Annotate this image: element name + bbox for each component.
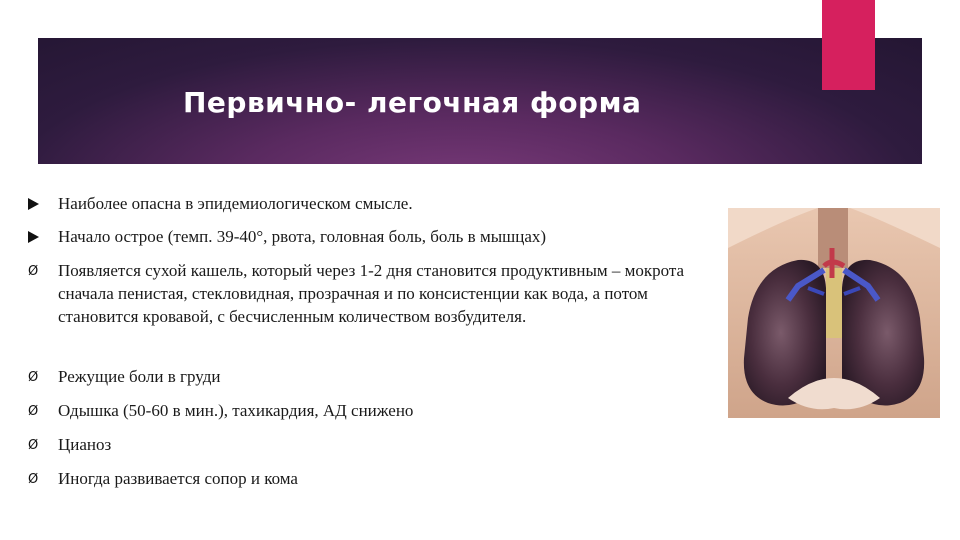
bullet-text: Цианоз [58,435,112,454]
bullet-item [28,259,718,328]
bullet-text: Появляется сухой кашель, который через 1-2 дня становится продуктивным – мокрота сначала пенистая, стекловидная, прозрачная и по консистенции как вода, а потом становится кровавой, с бесчисленным количеством возбудителя. [58,261,685,326]
bullet-item [28,399,718,422]
slide-title: Первично- легочная форма [183,86,642,119]
triangle-bullet-icon [28,192,58,210]
triangle-bullet-icon [28,225,58,243]
chevron-bullet-icon: Ø [28,472,39,487]
chevron-bullet-icon: Ø [28,264,39,279]
bullet-text: Наиболее опасна в эпидемиологическом смысле. [58,194,413,213]
bullet-text: Начало острое (темп. 39-40°, рвота, головная боль, боль в мышцах) [58,227,547,246]
bullet-text: Иногда развивается сопор и кома [58,469,298,488]
bullet-item [28,433,718,456]
bullet-text: Одышка (50-60 в мин.), тахикардия, АД снижено [58,401,414,420]
bullet-item [28,365,718,388]
chevron-bullet-icon: Ø [28,404,39,419]
bullet-item [28,225,718,248]
chevron-bullet-icon: Ø [28,438,39,453]
bullet-item [28,467,718,490]
bullet-item [28,192,718,215]
chevron-bullet-icon: Ø [28,370,39,385]
bullet-text: Режущие боли в груди [58,367,221,386]
lungs-illustration [728,208,940,418]
accent-bar [822,0,875,90]
